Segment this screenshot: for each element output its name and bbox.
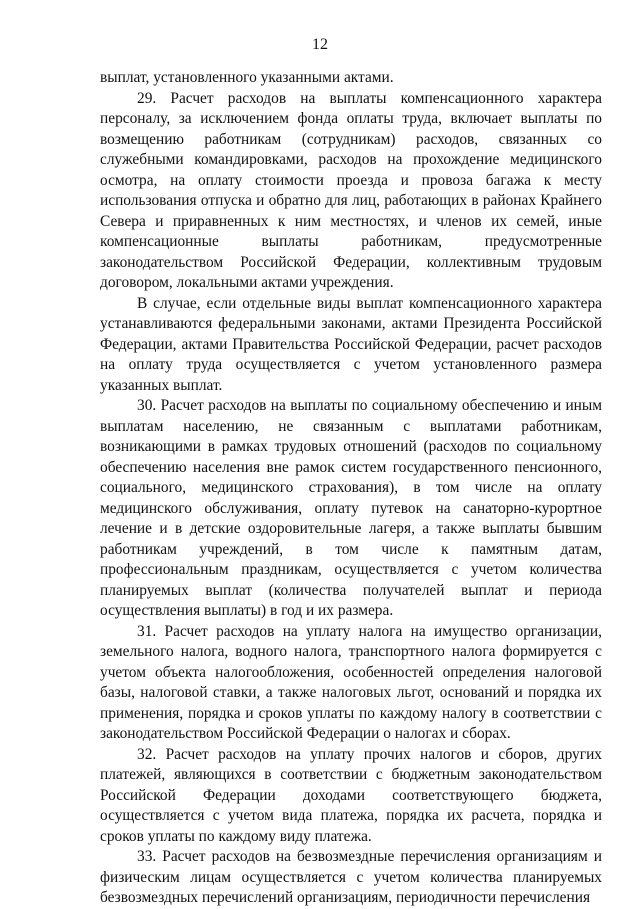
paragraph-29-note: В случае, если отдельные виды выплат компенсационного характера устанавливаются федеральными законами, актами Президента Российской Федерации, актами Правительства Российской Федерации, расчет расходов на оплату труда осуществляется с учетом установленного размера указанных выплат.: [100, 294, 602, 394]
paragraph-continuation: выплат, установленного указанными актами.: [100, 69, 394, 86]
paragraph-31: 31. Расчет расходов на уплату налога на имущество организации, земельного налога, водного налога, транспортного налога формируется с учетом объекта налогообложения, особенностей определения налоговой базы, налоговой ставки, а также налоговых льгот, оснований и порядка их применения, порядка и сроков уплаты по каждому налогу в соответствии с законодательством Российской Федерации о налогах и сборах.: [100, 622, 602, 742]
document-body: [100, 68, 602, 909]
paragraph-29: 29. Расчет расходов на выплаты компенсационного характера персоналу, за исключением фонда оплаты труда, включает выплаты по возмещению работникам (сотрудникам) расходов, связанных со служебными командировками, расходов на прохождение медицинского осмотра, на оплату стоимости проезда и провоза багажа к месту использования отпуска и обратно для лиц, работающих в районах Крайнего Севера и приравненных к ним местностях, и членов их семей, иные компенсационные выплаты работникам, предусмотренные законодательством Российской Федерации, коллективным трудовым договором, локальными актами учреждения.: [100, 89, 602, 291]
page-number: 12: [312, 36, 328, 53]
paragraph-33: 33. Расчет расходов на безвозмездные перечисления организациям и физическим лицам осуществляется с учетом количества планируемых безвозмездных перечислений организациям, периодичности перечисления: [100, 848, 602, 906]
paragraph-30: 30. Расчет расходов на выплаты по социальному обеспечению и иным выплатам населению, не связанным с выплатами работникам, возникающими в рамках трудовых отношений (расходов по социальному обеспечению населения вне рамок систем государственного пенсионного, социального, медицинского страхования), в том числе на оплату медицинского обслуживания, оплату путевок на санаторно-курортное лечение и в детские оздоровительные лагеря, а также выплаты бывшим работникам учреждений, в том числе к памятным датам, профессиональным праздникам, осуществляется с учетом количества планируемых выплат (количества получателей выплат и периода осуществления выплаты) в год и их размера.: [100, 397, 602, 619]
paragraph-32: 32. Расчет расходов на уплату прочих налогов и сборов, других платежей, являющихся в соответствии с бюджетным законодательством Российской Федерации доходами соответствующего бюджета, осуществляется с учетом вида платежа, порядка их расчета, порядка и сроков уплаты по каждому виду платежа.: [100, 745, 602, 845]
